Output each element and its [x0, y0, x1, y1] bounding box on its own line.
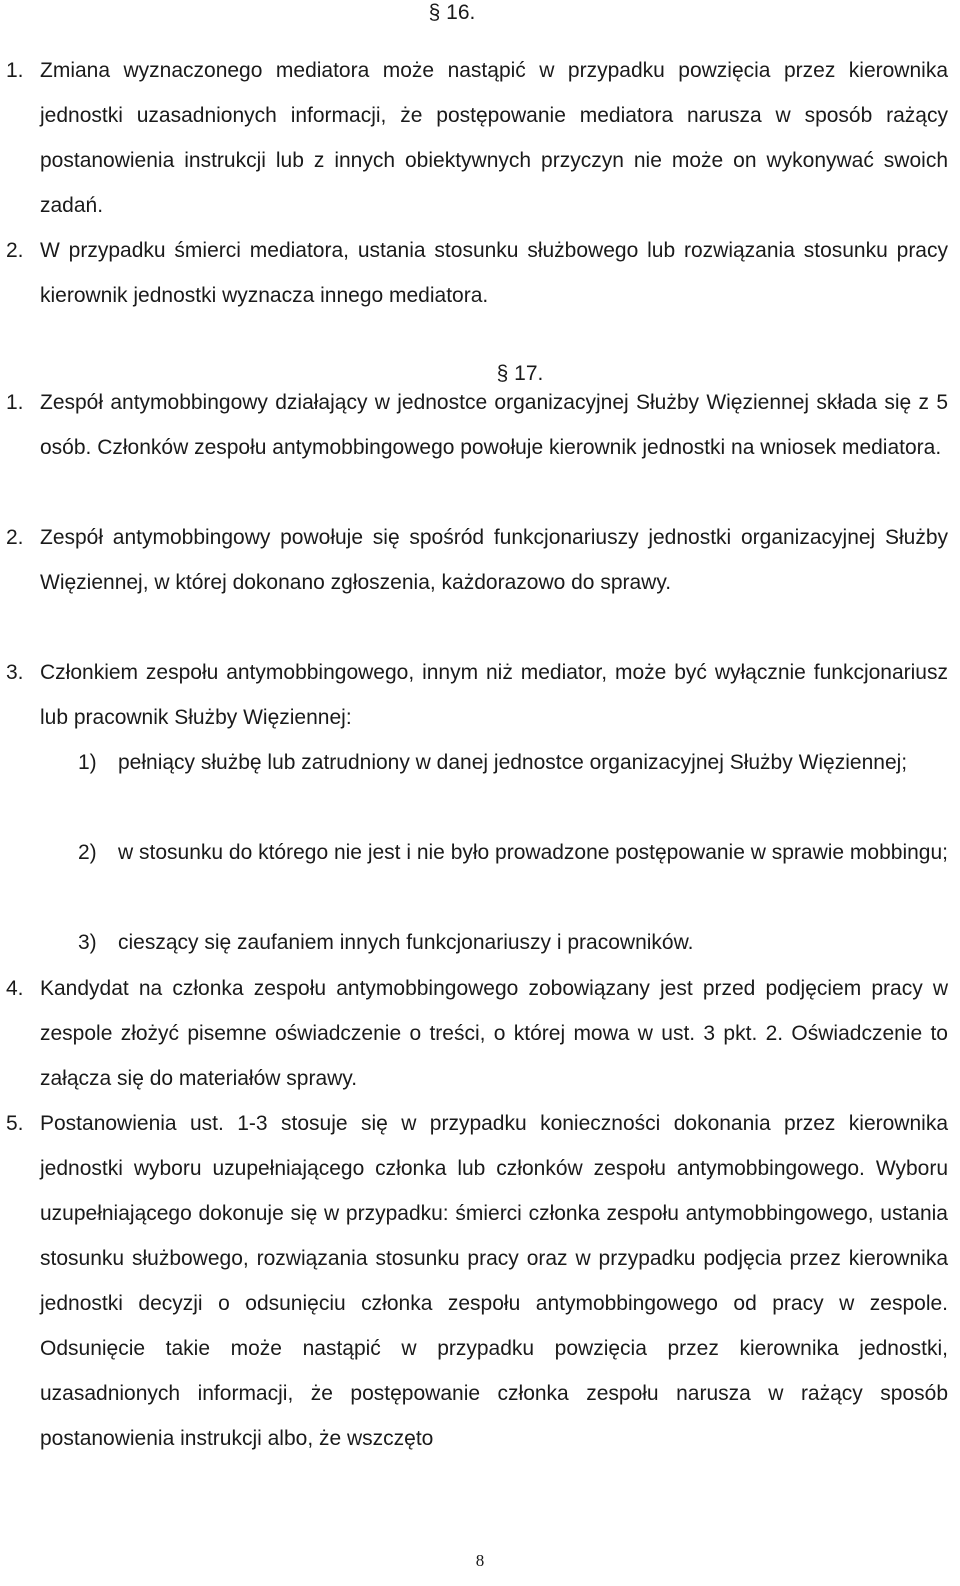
item-text: Zespół antymobbingowy działający w jednostce organizacyjnej Służby Więziennej składa się z 5 osób. Członków zespołu antymobbingowego powołuje kierownik jednostki na wniosek mediatora. — [40, 391, 948, 459]
section-17-point-1 — [78, 740, 948, 785]
item-number: 1. — [6, 391, 24, 414]
section-17-heading: § 17. — [496, 362, 544, 385]
section-17-item-5 — [6, 1101, 948, 1461]
point-text: cieszący się zaufaniem innych funkcjonariuszy i pracowników. — [118, 931, 694, 954]
section-17-item-3 — [6, 650, 948, 740]
item-number: 2. — [6, 239, 24, 262]
item-text: W przypadku śmierci mediatora, ustania stosunku służbowego lub rozwiązania stosunku pracy kierownik jednostki wyznacza innego mediatora. — [40, 239, 948, 307]
section-17-item-4 — [6, 966, 948, 1101]
item-number: 3. — [6, 661, 24, 684]
page-number: 8 — [475, 1551, 485, 1570]
section-17-point-2 — [78, 830, 948, 875]
section-16-item-2 — [6, 228, 948, 318]
section-16-heading: § 16. — [428, 1, 476, 24]
point-text: pełniący służbę lub zatrudniony w danej jednostce organizacyjnej Służby Więziennej; — [118, 751, 908, 774]
item-number: 2. — [6, 526, 24, 549]
section-17-item-1 — [6, 380, 948, 470]
section-17-item-2 — [6, 515, 948, 605]
section-16-item-1 — [6, 48, 948, 228]
point-number: 1) — [78, 751, 97, 774]
item-text: Członkiem zespołu antymobbingowego, innym niż mediator, może być wyłącznie funkcjonariusz lub pracownik Służby Więziennej: — [40, 661, 948, 729]
item-number: 5. — [6, 1112, 24, 1135]
item-number: 1. — [6, 59, 24, 82]
point-text: w stosunku do którego nie jest i nie było prowadzone postępowanie w sprawie mobbingu; — [118, 841, 948, 864]
item-text: Kandydat na członka zespołu antymobbingowego zobowiązany jest przed podjęciem pracy w zespole złożyć pisemne oświadczenie o treści, o której mowa w ust. 3 pkt. 2. Oświadczenie to załącza się do materiałów sprawy. — [40, 977, 948, 1090]
section-17-point-3 — [78, 920, 948, 965]
item-text: Postanowienia ust. 1-3 stosuje się w przypadku konieczności dokonania przez kierownika jednostki wyboru uzupełniającego członka lub członków zespołu antymobbingowego. Wyboru uzupełniającego dokonuje się w przypadku: śmierci członka zespołu antymobbingowego, ustania stosunku służbowego, rozwiązania stosunku pracy oraz w przypadku podjęcia przez kierownika jednostki decyzji o odsunięciu członka zespołu antymobbingowego od pracy w zespole. Odsunięcie takie może nastąpić w przypadku powzięcia przez kierownika jednostki, uzasadnionych informacji, że postępowanie członka zespołu narusza w rażący sposób postanowienia instrukcji albo, że wszczęto — [40, 1112, 948, 1450]
point-number: 2) — [78, 841, 97, 864]
item-text: Zmiana wyznaczonego mediatora może nastąpić w przypadku powzięcia przez kierownika jednostki uzasadnionych informacji, że postępowanie mediatora narusza w sposób rażący postanowienia instrukcji lub z innych obiektywnych przyczyn nie może on wykonywać swoich zadań. — [40, 59, 948, 217]
point-number: 3) — [78, 931, 97, 954]
item-text: Zespół antymobbingowy powołuje się spośród funkcjonariuszy jednostki organizacyjnej Służby Więziennej, w której dokonano zgłoszenia, każdorazowo do sprawy. — [40, 526, 948, 594]
item-number: 4. — [6, 977, 24, 1000]
